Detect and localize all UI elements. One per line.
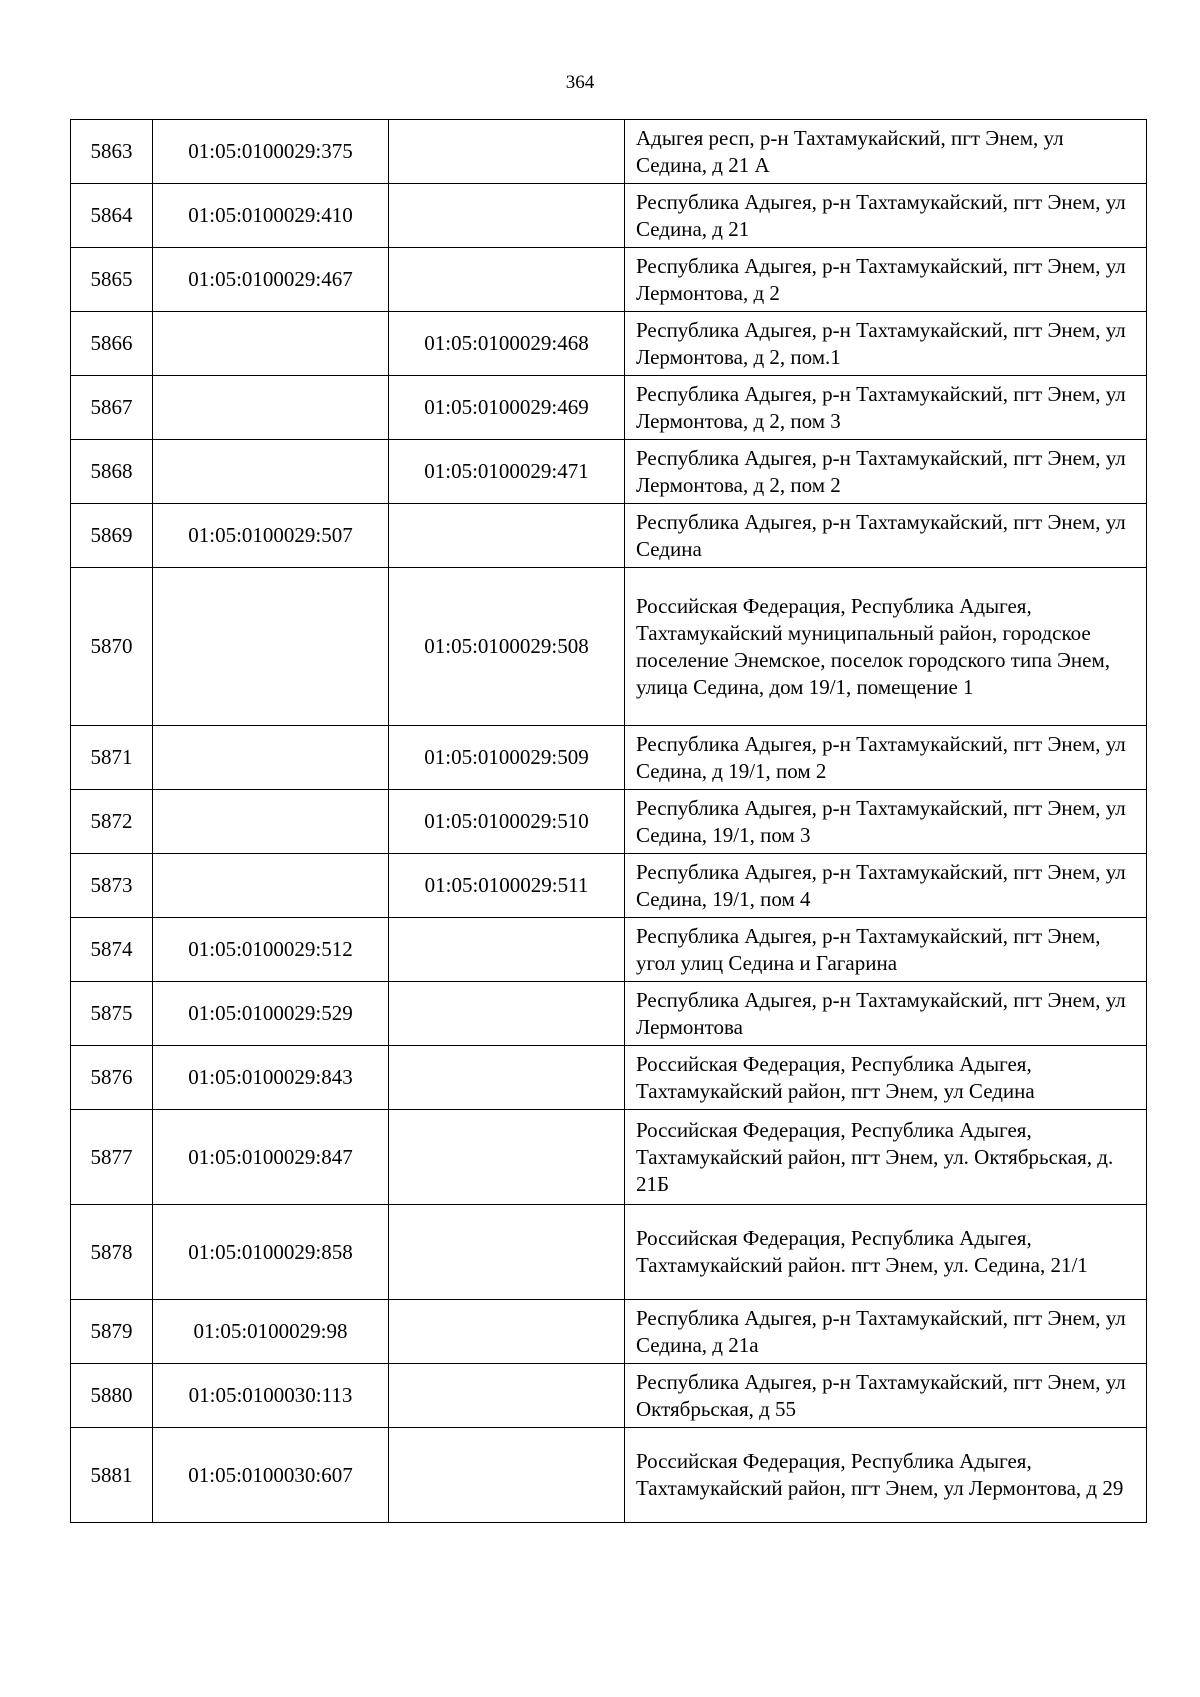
address: Республика Адыгея, р-н Тахтамукайский, пгт Энем, ул Седина, д 21	[625, 184, 1147, 248]
row-number: 5867	[71, 376, 153, 440]
address: Российская Федерация, Республика Адыгея, Тахтамукайский муниципальный район, городское поселение Энемское, поселок городского типа Энем, улица Седина, дом 19/1, помещение 1	[625, 568, 1147, 726]
table-row	[71, 854, 1147, 918]
object-number	[389, 1205, 625, 1300]
row-number: 5879	[71, 1300, 153, 1364]
cadastral-number: 01:05:0100029:847	[153, 1110, 389, 1205]
cadastral-number: 01:05:0100029:529	[153, 982, 389, 1046]
address: Республика Адыгея, р-н Тахтамукайский, пгт Энем, ул Лермонтова	[625, 982, 1147, 1046]
cadastral-number: 01:05:0100029:843	[153, 1046, 389, 1110]
cadastral-number	[153, 312, 389, 376]
table-row	[71, 376, 1147, 440]
address: Республика Адыгея, р-н Тахтамукайский, пгт Энем, ул Седина	[625, 504, 1147, 568]
table-row	[71, 248, 1147, 312]
row-number: 5877	[71, 1110, 153, 1205]
table-row	[71, 120, 1147, 184]
address: Российская Федерация, Республика Адыгея, Тахтамукайский район, пгт Энем, ул. Октябрьская, д. 21Б	[625, 1110, 1147, 1205]
object-number	[389, 982, 625, 1046]
row-number: 5871	[71, 726, 153, 790]
object-number	[389, 918, 625, 982]
table-row	[71, 504, 1147, 568]
table-row	[71, 184, 1147, 248]
address: Адыгея респ, р-н Тахтамукайский, пгт Энем, ул Седина, д 21 А	[625, 120, 1147, 184]
page-number: 364	[565, 72, 595, 93]
object-number	[389, 504, 625, 568]
cadastral-number: 01:05:0100030:113	[153, 1364, 389, 1428]
table-row	[71, 440, 1147, 504]
registry-table	[70, 119, 1147, 1523]
cadastral-number	[153, 568, 389, 726]
object-number	[389, 1428, 625, 1523]
object-number	[389, 248, 625, 312]
object-number	[389, 1364, 625, 1428]
address: Республика Адыгея, р-н Тахтамукайский, пгт Энем, ул Седина, 19/1, пом 3	[625, 790, 1147, 854]
table-row	[71, 568, 1147, 726]
object-number: 01:05:0100029:469	[389, 376, 625, 440]
table-row	[71, 1205, 1147, 1300]
address: Республика Адыгея, р-н Тахтамукайский, пгт Энем, ул Октябрьская, д 55	[625, 1364, 1147, 1428]
cadastral-number: 01:05:0100029:467	[153, 248, 389, 312]
table-row	[71, 982, 1147, 1046]
row-number: 5873	[71, 854, 153, 918]
object-number: 01:05:0100029:508	[389, 568, 625, 726]
object-number: 01:05:0100029:468	[389, 312, 625, 376]
address: Республика Адыгея, р-н Тахтамукайский, пгт Энем, ул Лермонтова, д 2, пом 2	[625, 440, 1147, 504]
row-number: 5872	[71, 790, 153, 854]
address: Республика Адыгея, р-н Тахтамукайский, пгт Энем, ул Лермонтова, д 2	[625, 248, 1147, 312]
cadastral-number: 01:05:0100029:98	[153, 1300, 389, 1364]
cadastral-number: 01:05:0100030:607	[153, 1428, 389, 1523]
cadastral-number: 01:05:0100029:507	[153, 504, 389, 568]
table-row	[71, 790, 1147, 854]
row-number: 5875	[71, 982, 153, 1046]
address: Республика Адыгея, р-н Тахтамукайский, пгт Энем, ул Седина, д 21а	[625, 1300, 1147, 1364]
table-row	[71, 1300, 1147, 1364]
object-number	[389, 1110, 625, 1205]
address: Республика Адыгея, р-н Тахтамукайский, пгт Энем, ул Седина, д 19/1, пом 2	[625, 726, 1147, 790]
object-number: 01:05:0100029:509	[389, 726, 625, 790]
address: Республика Адыгея, р-н Тахтамукайский, пгт Энем, ул Лермонтова, д 2, пом 3	[625, 376, 1147, 440]
cadastral-number	[153, 376, 389, 440]
row-number: 5869	[71, 504, 153, 568]
object-number: 01:05:0100029:471	[389, 440, 625, 504]
address: Российская Федерация, Республика Адыгея, Тахтамукайский район. пгт Энем, ул. Седина, 21/1	[625, 1205, 1147, 1300]
object-number: 01:05:0100029:510	[389, 790, 625, 854]
cadastral-number: 01:05:0100029:410	[153, 184, 389, 248]
cadastral-number	[153, 790, 389, 854]
cadastral-number: 01:05:0100029:512	[153, 918, 389, 982]
address: Российская Федерация, Республика Адыгея, Тахтамукайский район, пгт Энем, ул Лермонтова, д 29	[625, 1428, 1147, 1523]
object-number	[389, 184, 625, 248]
row-number: 5866	[71, 312, 153, 376]
table-row	[71, 1046, 1147, 1110]
row-number: 5864	[71, 184, 153, 248]
table-row	[71, 1364, 1147, 1428]
row-number: 5863	[71, 120, 153, 184]
table-row	[71, 918, 1147, 982]
address: Республика Адыгея, р-н Тахтамукайский, пгт Энем, ул Седина, 19/1, пом 4	[625, 854, 1147, 918]
cadastral-number: 01:05:0100029:375	[153, 120, 389, 184]
cadastral-number: 01:05:0100029:858	[153, 1205, 389, 1300]
object-number	[389, 1300, 625, 1364]
object-number	[389, 120, 625, 184]
address: Республика Адыгея, р-н Тахтамукайский, пгт Энем, угол улиц Седина и Гагарина	[625, 918, 1147, 982]
row-number: 5880	[71, 1364, 153, 1428]
object-number: 01:05:0100029:511	[389, 854, 625, 918]
row-number: 5878	[71, 1205, 153, 1300]
address: Республика Адыгея, р-н Тахтамукайский, пгт Энем, ул Лермонтова, д 2, пом.1	[625, 312, 1147, 376]
table-row	[71, 726, 1147, 790]
cadastral-number	[153, 440, 389, 504]
row-number: 5876	[71, 1046, 153, 1110]
object-number	[389, 1046, 625, 1110]
row-number: 5868	[71, 440, 153, 504]
address: Российская Федерация, Республика Адыгея, Тахтамукайский район, пгт Энем, ул Седина	[625, 1046, 1147, 1110]
row-number: 5865	[71, 248, 153, 312]
cadastral-number	[153, 726, 389, 790]
row-number: 5874	[71, 918, 153, 982]
table-row	[71, 1110, 1147, 1205]
row-number: 5870	[71, 568, 153, 726]
row-number: 5881	[71, 1428, 153, 1523]
table-row	[71, 1428, 1147, 1523]
cadastral-number	[153, 854, 389, 918]
table-row	[71, 312, 1147, 376]
